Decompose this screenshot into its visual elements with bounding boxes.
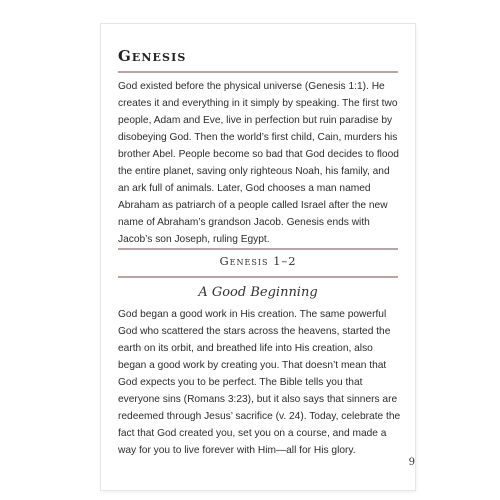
book-title: Genesis	[118, 47, 187, 65]
passage-reference: Genesis 1–2	[219, 254, 297, 268]
book-summary: God existed before the physical universe (Genesis 1:1). He creates it and everything in it simply by speaking. The first two people, Adam and Eve, live in perfection but ruin paradise by disobeying God. Then the world’s first child, Cain, murders his brother Abel. People become so bad that God decides to flood the entire planet, saving only righteous Noah, his family, and an ark full of animals. Later, God chooses a man named Abraham as patriarch of a people called Israel after the new name of Abraham’s grandson Jacob. Genesis ends with Jacob’s son Joseph, ruling Egypt.	[118, 81, 399, 245]
devotional-text: God began a good work in His creation. The same powerful God who scattered the stars across the heavens, started the earth on its orbit, and breathed life into His creation, also began a good work by creating you. That doesn’t mean that God expects you to be perfect. The Bible tells you that everyone sins (Romans 3:23), but it also says that sinners are redeemed through Jesus’ sacrifice (v. 24). Today, celebrate the fact that God created you, set you on a course, and made a way for you to live forever with Him—all for His glory.	[118, 309, 401, 456]
book-page	[101, 24, 415, 490]
passage-rule-top	[118, 248, 398, 250]
page-number: 9	[408, 457, 415, 468]
title-rule	[118, 71, 398, 73]
passage-rule-bottom	[118, 276, 398, 278]
devotional-title: A Good Beginning	[198, 285, 318, 300]
